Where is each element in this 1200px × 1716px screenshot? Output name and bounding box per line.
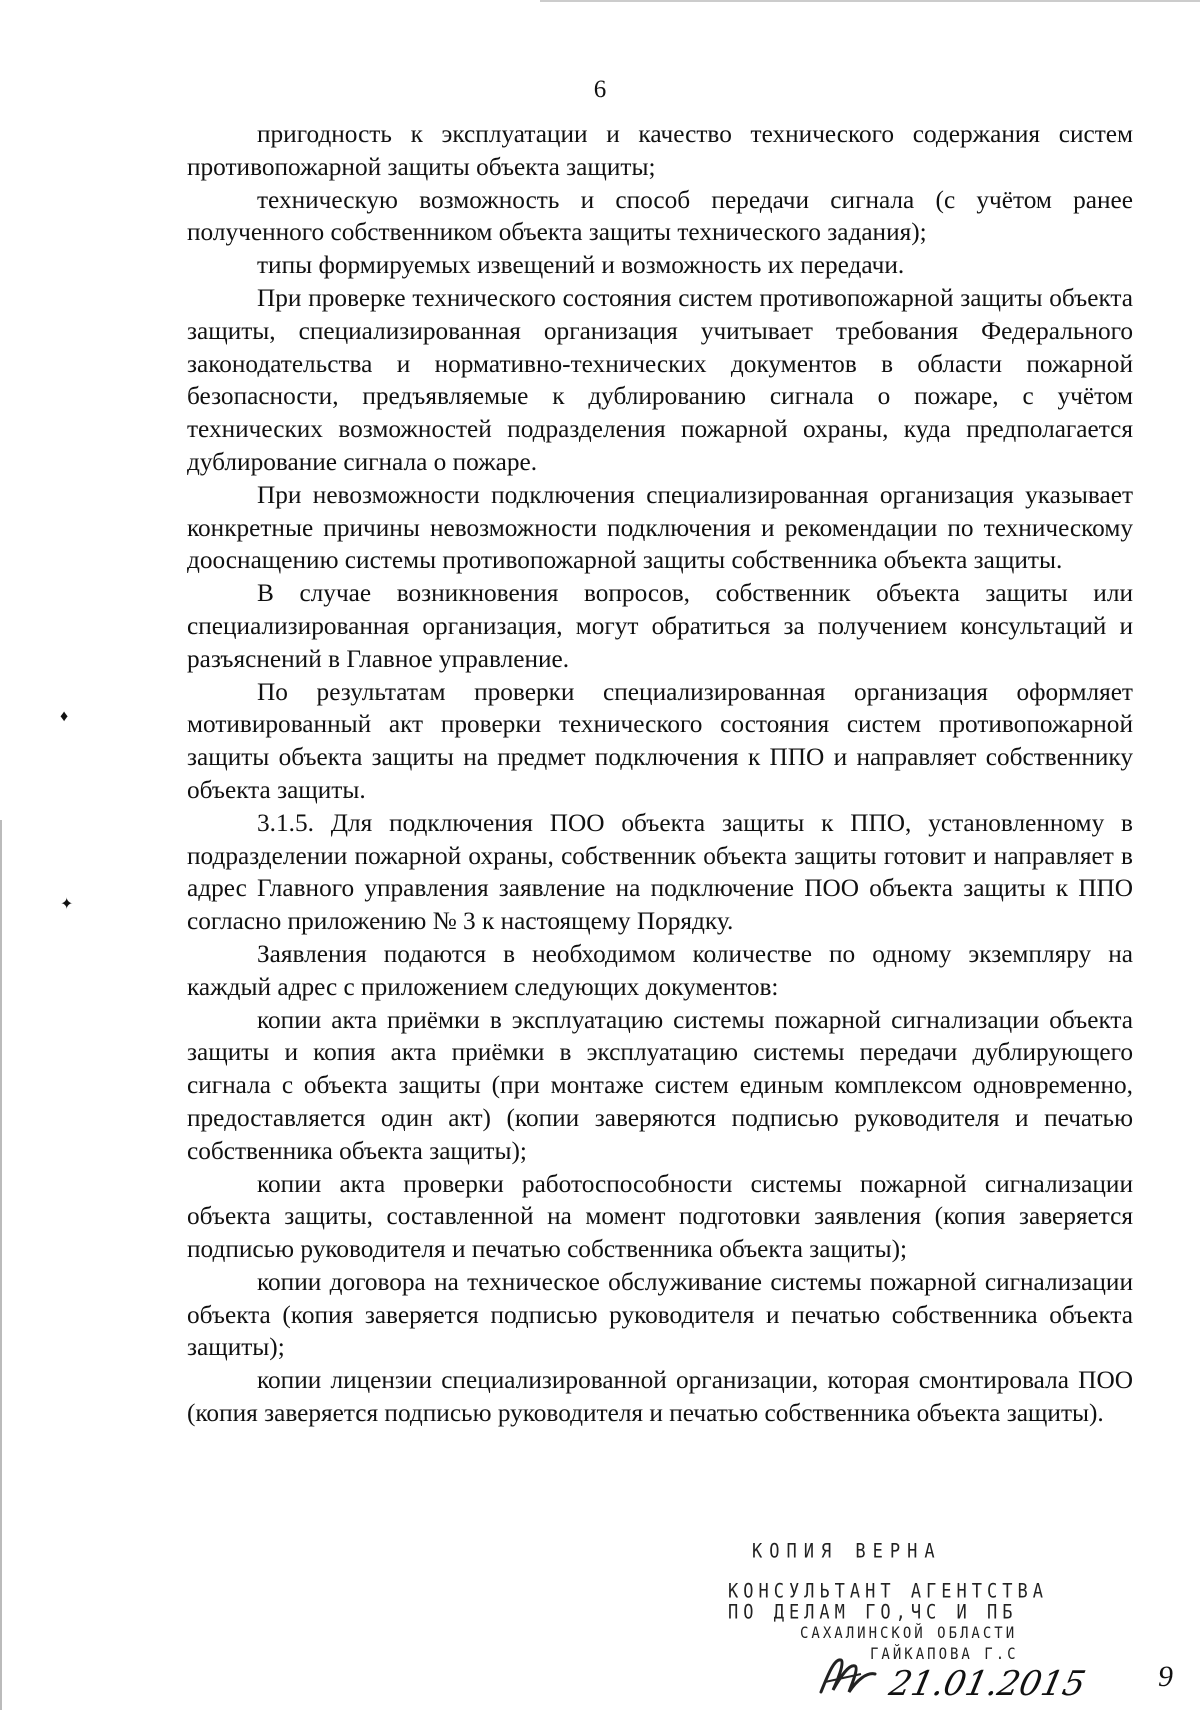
list-paragraph: копии лицензии специализированной организации, которая смонтировала ПОО (копия заверяется подписью руководителя и печатью собственника объекта защиты). [187,1366,1133,1428]
stamp-line: ГАЙКАПОВА Г.С [870,1645,1019,1664]
list-paragraph: копии договора на техническое обслуживание системы пожарной сигнализации объекта (копия заверяется подписью руководителя и печатью собственника объекта защиты); [187,1267,1133,1362]
signature-date: 21.01.2015 [885,1664,1089,1704]
paragraph: 3.1.5. Для подключения ПОО объекта защиты к ППО, установленному в подразделении пожарной охраны, собственник объекта защиты готовит и направляет в адрес Главного управления заявление на подключение ПОО объекта защиты к ППО согласно приложению № 3 к настоящему Порядку. [187,808,1133,936]
stamp-line: САХАЛИНСКОЙ ОБЛАСТИ [800,1624,1018,1643]
stamp-copy-certified: КОПИЯ ВЕРНА [752,1540,942,1563]
sheet-number: 9 [1158,1660,1173,1693]
scan-edge-top [540,0,1200,2]
list-paragraph: копии акта проверки работоспособности системы пожарной сигнализации объекта защиты, составленной на момент подготовки заявления (копия заверяется подписью руководителя и печатью собственника объекта защиты); [187,1169,1133,1264]
document-body [187,118,1133,1430]
stamp-line: ПО ДЕЛАМ ГО,ЧС И ПБ [728,1601,1018,1624]
paragraph: В случае возникновения вопросов, собственник объекта защиты или специализированная организация, могут обратиться за получением консультаций и разъяснений в Главное управление. [187,579,1133,673]
paragraph: пригодность к эксплуатации и качество технического содержания систем противопожарной защиты объекта защиты; [187,120,1133,181]
paragraph: техническую возможность и способ передачи сигнала (с учётом ранее полученного собственником объекта защиты технического задания); [187,185,1133,247]
paragraph: По результатам проверки специализированная организация оформляет мотивированный акт проверки технического состояния систем противопожарной защиты объекта защиты на предмет подключения к ППО и направляет собственнику объекта защиты. [187,677,1133,804]
paragraph: типы формируемых извещений и возможность их передачи. [257,251,905,280]
paragraph: При невозможности подключения специализированная организация указывает конкретные причины невозможности подключения и рекомендации по техническому дооснащению системы противопожарной защиты собственника объекта защиты. [187,480,1133,575]
hole-punch-mark-icon: ✦ [60,896,74,913]
paragraph: При проверке технического состояния систем противопожарной защиты объекта защиты, специализированная организация учитывает требования Федерального законодательства и нормативно-технических документов в области пожарной безопасности, предъявляемые к дублированию сигнала о пожаре, с учётом технических возможностей подразделения пожарной охраны, куда предполагается дублирование сигнала о пожаре. [187,283,1133,476]
signature-icon [815,1652,879,1698]
stamp-line: КОНСУЛЬТАНТ АГЕНТСТВА [728,1580,1048,1603]
paragraph: Заявления подаются в необходимом количестве по одному экземпляру на каждый адрес с приложением следующих документов: [187,939,1133,1001]
page-number: 6 [593,76,607,103]
list-paragraph: копии акта приёмки в эксплуатацию системы пожарной сигнализации объекта защиты и копия акта приёмки в эксплуатацию системы передачи дублирующего сигнала с объекта защиты (при монтаже систем единым комплексом одновременно, предоставляется один акт) (копии заверяются подписью руководителя и печатью собственника объекта защиты); [187,1005,1133,1165]
scan-edge-left [0,820,2,1710]
hole-punch-mark-icon: ♦ [60,708,69,725]
